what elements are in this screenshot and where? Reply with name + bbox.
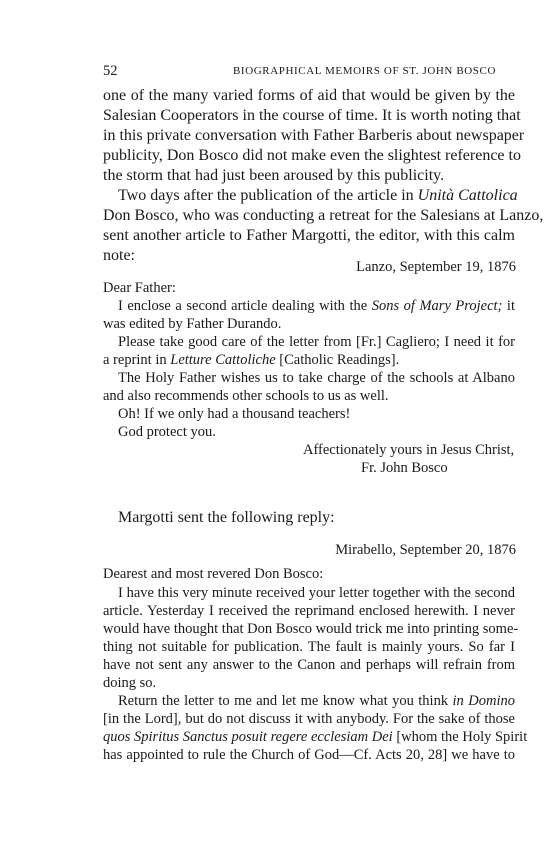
body-line: Don Bosco, who was conducting a retreat for the Salesians at Lanzo,: [103, 207, 544, 224]
letter-text: it: [502, 298, 515, 314]
letter-line: Oh! If we only had a thousand teachers!: [118, 406, 351, 422]
letter-line: thing not suitable for publication. The fault is mainly yours. So far I: [103, 639, 515, 655]
letter-text: a reprint in: [103, 352, 171, 368]
letter-line: doing so.: [103, 675, 157, 691]
letter-text: [Catholic Readings].: [275, 352, 400, 368]
letter-text: I enclose a second article dealing with the: [118, 298, 372, 314]
body-line: one of the many varied forms of aid that would be given by the: [103, 87, 515, 104]
body-line: publicity, Don Bosco did not make even the slightest reference to: [103, 147, 521, 164]
latin-phrase: quos Spiritus Sanctus posuit regere ecclesiam Dei: [103, 729, 393, 745]
letter-dateline: Mirabello, September 20, 1876: [335, 542, 516, 558]
body-line: [118, 186, 518, 206]
letter-line: would have thought that Don Bosco would trick me into printing some-: [103, 621, 519, 637]
letter-line: I have this very minute received your letter together with the second: [118, 585, 515, 601]
body-line: Salesian Cooperators in the course of time. It is worth noting that: [103, 107, 521, 124]
letter-line: [103, 351, 399, 369]
letter-line: article. Yesterday I received the reprimand enclosed herewith. I never: [103, 603, 515, 619]
letter-salutation: Dear Father:: [103, 280, 176, 296]
running-title: BIOGRAPHICAL MEMOIRS OF ST. JOHN BOSCO: [233, 65, 497, 77]
letter-line: have not sent any answer to the Canon and perhaps will refrain from: [103, 657, 515, 673]
letter-line: The Holy Father wishes us to take charge of the schools at Albano: [118, 370, 515, 386]
body-line: Margotti sent the following reply:: [118, 509, 335, 526]
letter-line: Please take good care of the letter from [Fr.] Cagliero; I need it for: [118, 334, 515, 350]
letter-salutation: Dearest and most revered Don Bosco:: [103, 566, 324, 582]
letter-line: [103, 728, 528, 746]
letter-line: was edited by Father Durando.: [103, 316, 282, 332]
letter-line: has appointed to rule the Church of God—Cf. Acts 20, 28] we have to: [103, 747, 515, 763]
page-number: 52: [103, 63, 118, 79]
body-line: the storm that had just been aroused by this publicity.: [103, 167, 445, 184]
letter-dateline: Lanzo, September 19, 1876: [356, 259, 516, 275]
body-line: note:: [103, 247, 135, 264]
newspaper-title: Unità Cattolica: [417, 187, 518, 204]
body-line: in this private conversation with Father Barberis about newspaper: [103, 127, 525, 144]
letter-line: [in the Lord], but do not discuss it with anybody. For the sake of those: [103, 711, 515, 727]
latin-phrase: in Domino: [452, 693, 515, 709]
body-line: sent another article to Father Margotti, the editor, with this calm: [103, 227, 515, 244]
letter-text: Return the letter to me and let me know what you think: [118, 693, 453, 709]
publication-title: Letture Cattoliche: [170, 352, 276, 368]
letter-line: [118, 297, 515, 315]
letter-line: and also recommends other schools to us as well.: [103, 388, 389, 404]
letter-signature: Fr. John Bosco: [361, 460, 448, 476]
project-title: Sons of Mary Project;: [371, 298, 503, 314]
letter-line: [118, 692, 515, 710]
body-text: Two days after the publication of the article in: [118, 187, 418, 204]
letter-text: [whom the Holy Spirit: [392, 729, 528, 745]
letter-line: God protect you.: [118, 424, 216, 440]
letter-closing: Affectionately yours in Jesus Christ,: [303, 442, 515, 458]
